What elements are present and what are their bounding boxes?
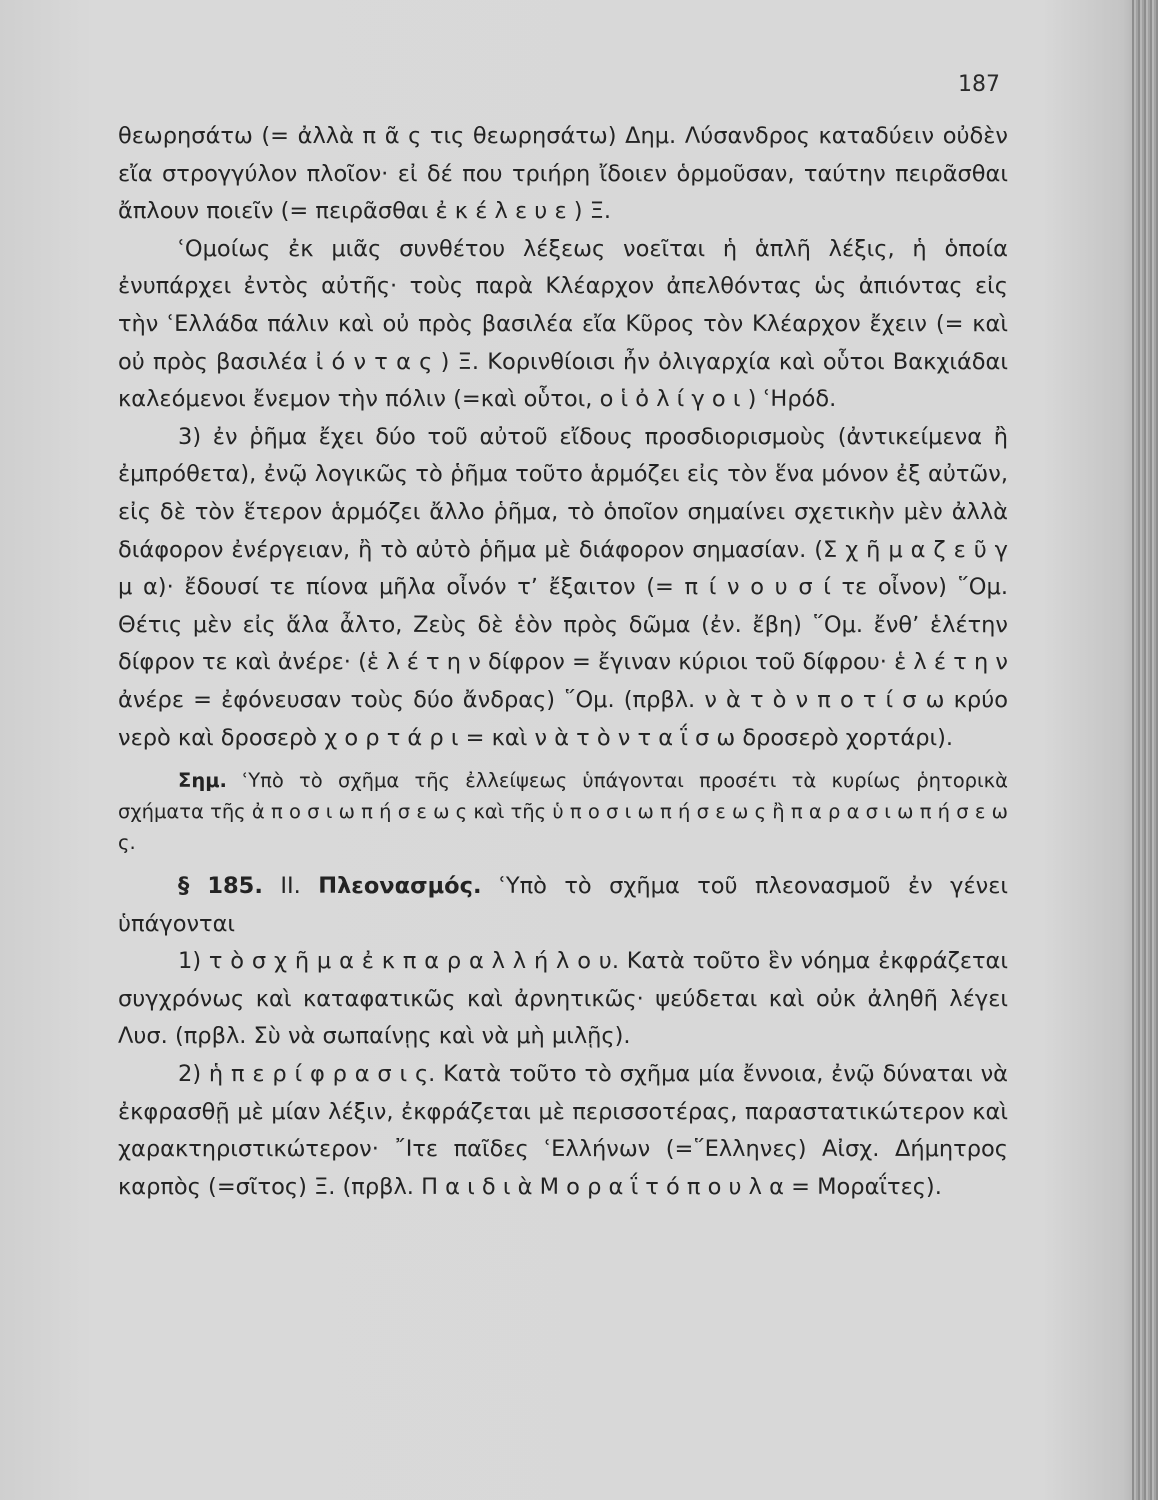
note: [118, 765, 1008, 858]
section-title: Πλεονασμός.: [318, 873, 482, 900]
list-item: 1) τ ὸ σ χ ῆ μ α ἐ κ π α ρ α λ λ ή λ ο υ. Κατὰ τοῦτο ἓν νόημα ἐκφράζεται συγχρόνως καὶ καταφατικῶς καὶ ἀρνητικῶς· ψεύδεται καὶ οὐκ ἀληθῆ λέγει Λυσ. (πρβλ. Σὺ νὰ σωπαίνῃς καὶ νὰ μὴ μιλῇς).: [118, 948, 1008, 1050]
page-number: 187: [958, 72, 1000, 97]
section-heading: [118, 868, 1008, 943]
note-label: Σημ.: [178, 769, 227, 793]
paragraph: θεωρησάτω (= ἀλλὰ π ᾶ ς τις θεωρησάτω) Δημ. Λύσανδρος καταδύειν οὐδὲν εἴα στρογγύλον πλοῖον· εἰ δέ που τριήρη ἴδοιεν ὁρμοῦσαν, ταύτην πειρᾶσθαι ἄπλουν ποιεῖν (= πειρᾶσθαι ἐ κ έ λ ε υ ε ) Ξ.: [118, 123, 1008, 225]
section-number: § 185.: [178, 873, 263, 900]
section-text: ʿΥπὸ τὸ σχῆμα τοῦ πλεονασμοῦ ἐν γένει ὑπάγονται: [118, 873, 1008, 937]
section-roman: II.: [280, 873, 301, 900]
note-text: ʿΥπὸ τὸ σχῆμα τῆς ἐλλείψεως ὑπάγονται προσέτι τὰ κυρίως ῥητορικὰ σχήματα τῆς ἀ π ο σ ι ω π ή σ ε ω ς καὶ τῆς ὑ π ο σ ι ω π ή σ ε ω ς ἢ π α ρ α σ ι ω π ή σ ε ω ς.: [118, 769, 1008, 855]
paragraph: 3) ἐν ῥῆμα ἔχει δύο τοῦ αὐτοῦ εἴδους προσδιορισμοὺς (ἀντικείμενα ἢ ἐμπρόθετα), ἐνῷ λογικῶς τὸ ῥῆμα τοῦτο ἁρμόζει εἰς τὸν ἕνα μόνον ἐξ αὐτῶν, εἰς δὲ τὸν ἕτερον ἁρμόζει ἄλλο ῥῆμα, τὸ ὁποῖον σημαίνει σχετικὴν μὲν ἀλλὰ διάφορον ἐνέργειαν, ἢ τὸ αὐτὸ ῥῆμα μὲ διάφορον σημασίαν. (Σ χ ῆ μ α ζ ε ῦ γ μ α)· ἔδουσί τε πίονα μῆλα οἶνόν τʼ ἔξαιτον (= π ί ν ο υ σ ί τε οἶνον) ῞Ομ. Θέτις μὲν εἰς ἅλα ἆλτο, Ζεὺς δὲ ἑὸν πρὸς δῶμα (ἐν. ἔβη) ῞Ομ. ἔνθʼ ἑλέτην δίφρον τε καὶ ἀνέρε· (ἑ λ έ τ η ν δίφρον = ἔγιναν κύριοι τοῦ δίφρου· ἑ λ έ τ η ν ἀνέρε = ἐφόνευσαν τοὺς δύο ἄνδρας) ῞Ομ. (πρβλ. ν ὰ τ ὸ ν π ο τ ί σ ω κρύο νερὸ καὶ δροσερὸ χ ο ρ τ ά ρ ι = καὶ ν ὰ τ ὸ ν τ α ΐ σ ω δροσερὸ χορτάρι).: [118, 423, 1008, 751]
paragraph: ʿΟμοίως ἐκ μιᾶς συνθέτου λέξεως νοεῖται ἡ ἁπλῆ λέξις, ἡ ὁποία ἐνυπάρχει ἐντὸς αὐτῆς· τοὺς παρὰ Κλέαρχον ἀπελθόντας ὡς ἀπιόντας εἰς τὴν ʿΕλλάδα πάλιν καὶ οὐ πρὸς βασιλέα εἴα Κῦρος τὸν Κλέαρχον ἔχειν (= καὶ οὐ πρὸς βασιλέα ἰ ό ν τ α ς ) Ξ. Κορινθίοισι ἦν ὀλιγαρχία καὶ οὗτοι Βακχιάδαι καλεόμενοι ἔνεμον τὴν πόλιν (=καὶ οὗτοι, ο ἱ ὀ λ ί γ ο ι ) ʿΗρόδ.: [118, 235, 1008, 413]
page-edge: [1132, 0, 1158, 1500]
list-item: 2) ἡ π ε ρ ί φ ρ α σ ι ς. Κατὰ τοῦτο τὸ σχῆμα μία ἔννοια, ἐνῷ δύναται νὰ ἐκφρασθῇ μὲ μίαν λέξιν, ἐκφράζεται μὲ περισσοτέρας, παραστατικώτερον καὶ χαρακτηριστικώτερον· ῎Ιτε παῖδες ʿΕλλήνων (=῞Ελληνες) Αἰσχ. Δήμητρος καρπὸς (=σῖτος) Ξ. (πρβλ. Π α ι δ ι ὰ Μ ο ρ α ΐ τ ό π ο υ λ α = Μοραΐτες).: [118, 1061, 1008, 1200]
body-text: [118, 118, 1008, 1206]
